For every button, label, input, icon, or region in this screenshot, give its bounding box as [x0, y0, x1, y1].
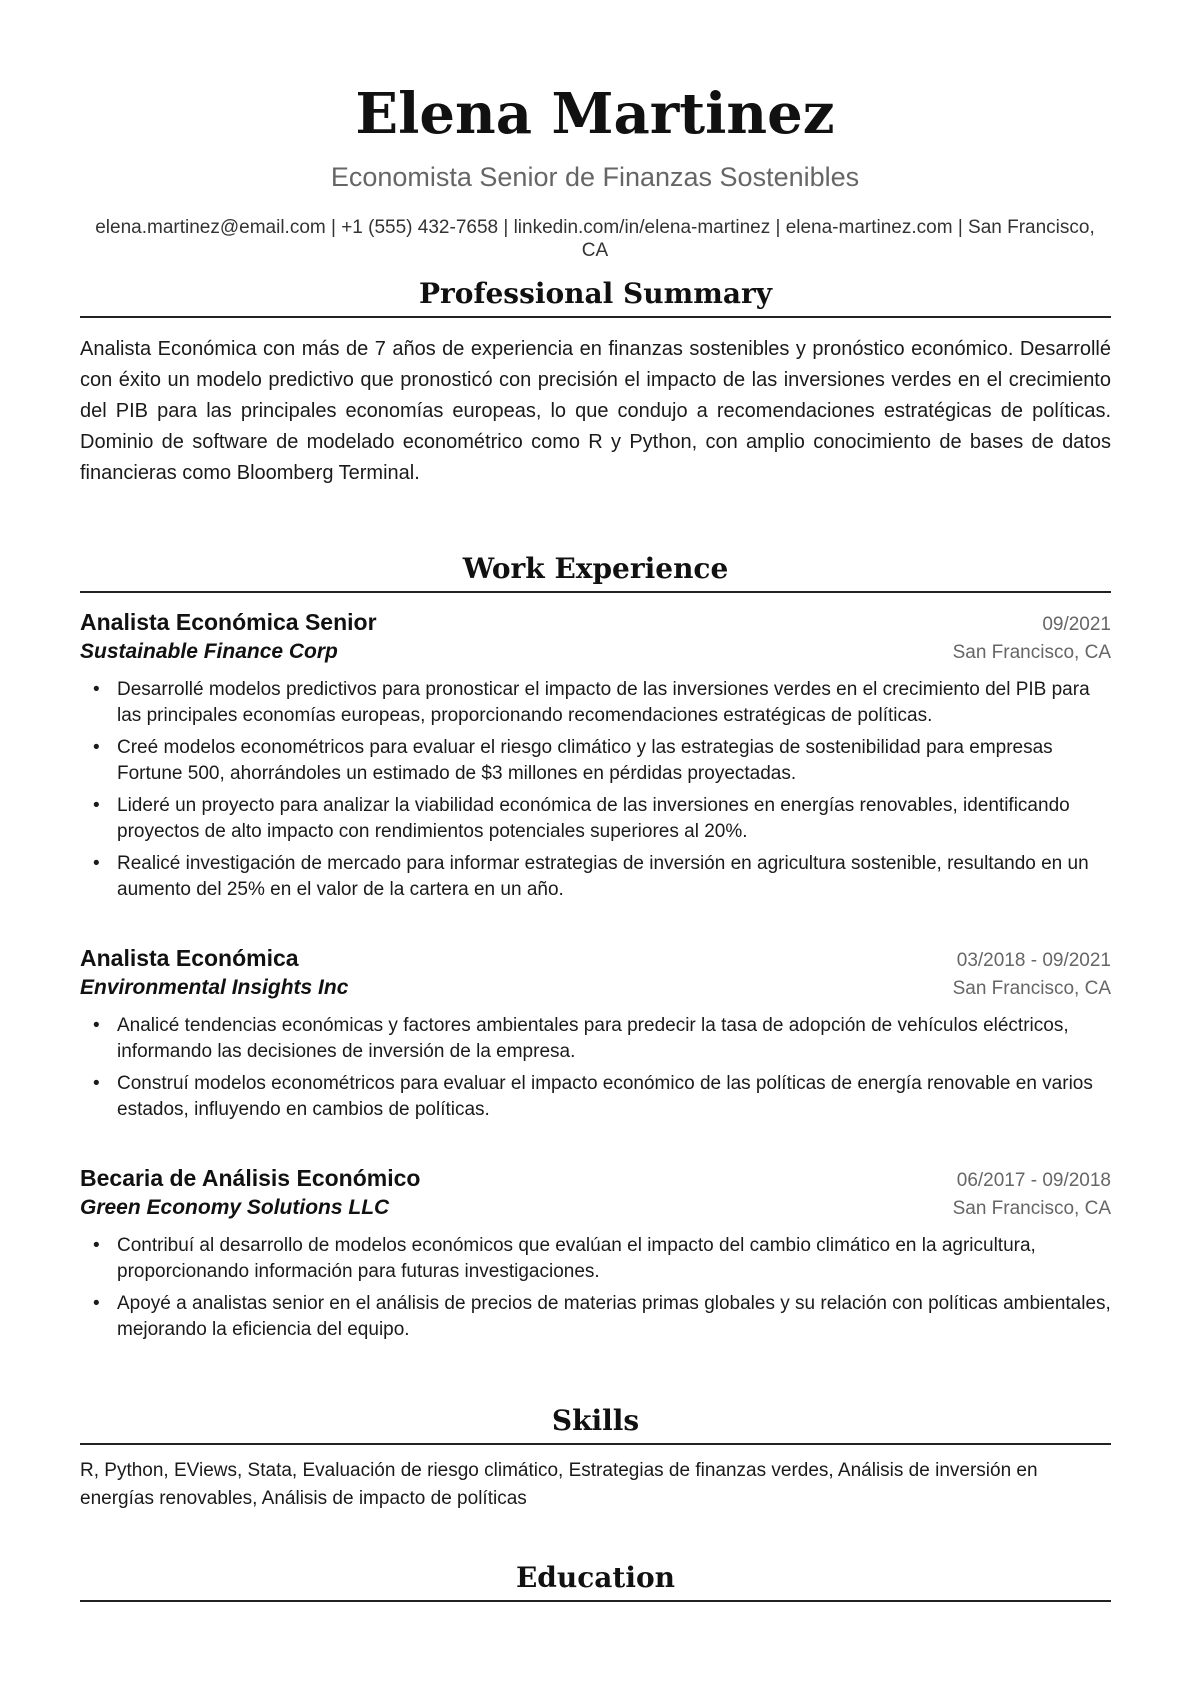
job-location: San Francisco, CA [952, 642, 1111, 663]
job-title: Analista Económica [80, 945, 299, 971]
job-bullet: • Desarrollé modelos predictivos para pronosticar el impacto de las inversiones verdes en el crecimiento del PIB para las principales economías europeas, proporcionando recomendaciones estratégicas de políticas. [80, 677, 1111, 729]
job-date: 06/2017 - 09/2018 [956, 1170, 1111, 1191]
job-entry [80, 607, 1111, 903]
company-name: Green Economy Solutions LLC [80, 1196, 390, 1219]
job-bullet: • Analicé tendencias económicas y factores ambientales para predecir la tasa de adopción de vehículos eléctricos, informando las decisiones de inversión de la empresa. [80, 1013, 1111, 1065]
job-bullet: • Contribuí al desarrollo de modelos económicos que evalúan el impacto del cambio climático en la agricultura, proporcionando información para futuras investigaciones. [80, 1233, 1111, 1285]
education-section [80, 1560, 1111, 1602]
resume-header [0, 0, 1190, 262]
job-location: San Francisco, CA [952, 1198, 1111, 1219]
candidate-headline: Economista Senior de Finanzas Sostenibles [330, 162, 860, 192]
job-date: 03/2018 - 09/2021 [956, 950, 1111, 971]
skills-heading: Skills [80, 1403, 1111, 1445]
skills-list: R, Python, EViews, Stata, Evaluación de riesgo climático, Estrategias de finanzas verdes, Análisis de inversión en energías renovables, Análisis de impacto de políticas [80, 1460, 1038, 1509]
candidate-name: Elena Martinez [355, 81, 835, 147]
job-bullet: • Construí modelos econométricos para evaluar el impacto económico de las políticas de energía renovable en varios estados, influyendo en cambios de políticas. [80, 1071, 1111, 1123]
job-bullets [80, 1233, 1111, 1343]
experience-heading: Work Experience [80, 551, 1111, 593]
skills-section [80, 1403, 1111, 1513]
summary-heading: Professional Summary [80, 276, 1111, 318]
job-date: 09/2021 [1042, 614, 1111, 635]
contact-line: elena.martinez@email.com | +1 (555) 432-7658 | linkedin.com/in/elena-martinez | elena-martinez.com | San Francisco, CA [95, 217, 1095, 261]
job-title: Becaria de Análisis Económico [80, 1165, 421, 1191]
job-bullet: • Realicé investigación de mercado para informar estrategias de inversión en agricultura sostenible, resultando en un aumento del 25% en el valor de la cartera en un año. [80, 851, 1111, 903]
company-name: Sustainable Finance Corp [80, 640, 338, 663]
job-bullet: • Creé modelos econométricos para evaluar el riesgo climático y las estrategias de sostenibilidad para empresas Fortune 500, ahorrándoles un estimado de $3 millones en pérdidas proyectadas. [80, 735, 1111, 787]
job-location: San Francisco, CA [952, 978, 1111, 999]
job-bullets [80, 1013, 1111, 1123]
education-heading: Education [80, 1560, 1111, 1602]
job-entry [80, 943, 1111, 1123]
job-bullet: • Lideré un proyecto para analizar la viabilidad económica de las inversiones en energías renovables, identificando proyectos de alto impacto con rendimientos potenciales superiores al 20%. [80, 793, 1111, 845]
summary-section [80, 276, 1111, 489]
job-bullets [80, 677, 1111, 903]
summary-text: Analista Económica con más de 7 años de experiencia en finanzas sostenibles y pronóstico económico. Desarrollé con éxito un modelo predictivo que pronosticó con precisión el impacto de las inversiones verdes en el crecimiento del PIB para las principales economías europeas, lo que condujo a recomendaciones estratégicas de políticas. Dominio de software de modelado econométrico como R y Python, con amplio conocimiento de bases de datos financieras como Bloomberg Terminal. [80, 338, 1111, 484]
job-title: Analista Económica Senior [80, 609, 377, 635]
job-bullet: • Apoyé a analistas senior en el análisis de precios de materias primas globales y su relación con políticas ambientales, mejorando la eficiencia del equipo. [80, 1291, 1111, 1343]
job-entry [80, 1163, 1111, 1343]
experience-section [80, 551, 1111, 1349]
company-name: Environmental Insights Inc [80, 976, 349, 999]
